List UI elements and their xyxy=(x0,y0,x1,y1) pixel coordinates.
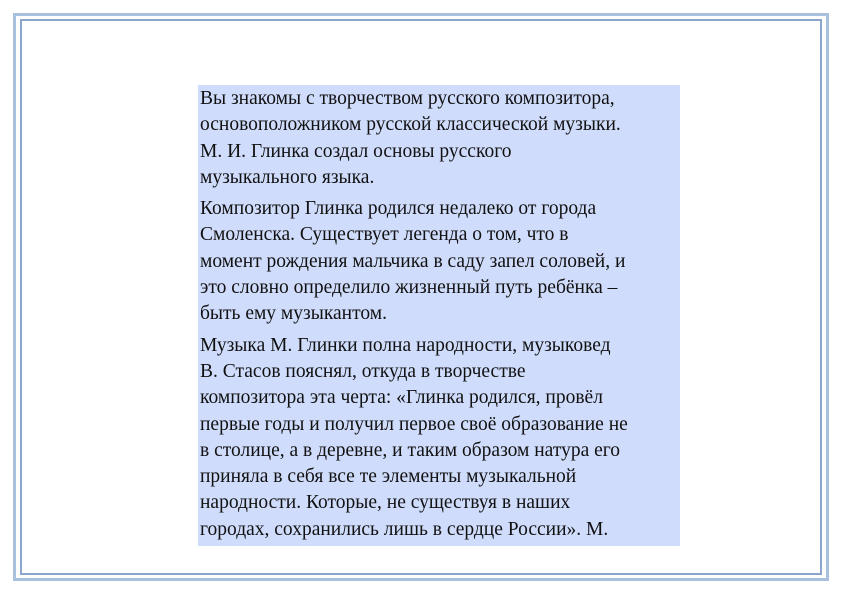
text-line: момент рождения мальчика в саду запел соловей, и xyxy=(200,250,626,272)
text-line: Композитор Глинка родился недалеко от города xyxy=(200,198,597,220)
paragraph-intro xyxy=(200,86,678,191)
text-line: основоположником русской классической музыки. xyxy=(200,114,621,136)
text-line: быть ему музыкантом. xyxy=(200,303,387,325)
text-line: городах, сохранились лишь в сердце России». М. xyxy=(200,518,609,540)
paragraph-stasov-quote xyxy=(200,333,678,543)
text-line: в столице, а в деревне, и таким образом натура его xyxy=(200,439,621,461)
paragraph-birth xyxy=(200,196,678,327)
text-box xyxy=(198,85,680,546)
text-line: это словно определило жизненный путь ребёнка – xyxy=(200,277,618,299)
text-line: народности. Которые, не существуя в наших xyxy=(200,492,571,514)
text-line: приняла в себя все те элементы музыкальной xyxy=(200,466,577,488)
text-line: Смоленска. Существует легенда о том, что в xyxy=(200,224,569,246)
text-line: Вы знакомы с творчеством русского композитора, xyxy=(200,88,615,109)
text-line: М. И. Глинка создал основы русского xyxy=(200,140,512,162)
text-line: В. Стасов пояснял, откуда в творчестве xyxy=(200,360,526,382)
text-line: Музыка М. Глинки полна народности, музыковед xyxy=(200,334,611,356)
text-line: первые годы и получил первое своё образование не xyxy=(200,413,628,435)
text-line: музыкального языка. xyxy=(200,166,375,188)
text-line: композитора эта черта: «Глинка родился, провёл xyxy=(200,387,603,409)
